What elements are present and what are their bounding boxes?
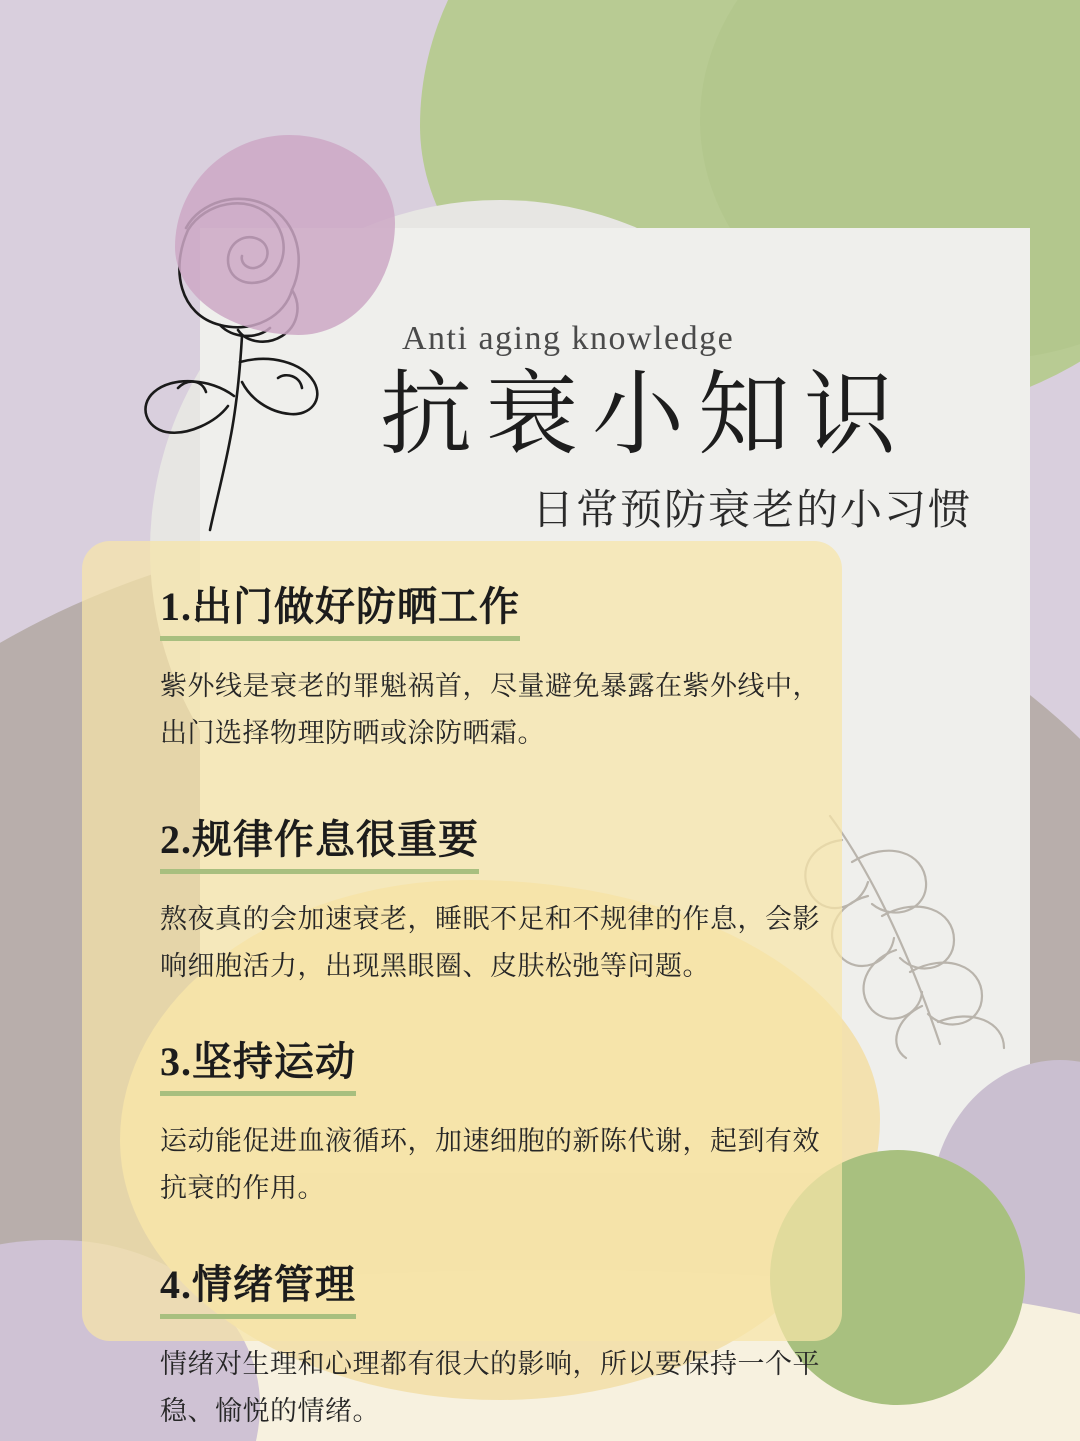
tip-title-1: 1.出门做好防晒工作: [160, 575, 520, 641]
list-item: [160, 1030, 820, 1213]
tip-title-2: 2.规律作息很重要: [160, 808, 479, 874]
list-item: [160, 798, 820, 991]
list-item: [160, 1253, 820, 1436]
poster-header: [380, 320, 1040, 537]
tip-body-2: 熬夜真的会加速衰老，睡眠不足和不规律的作息，会影响细胞活力，出现黑眼圈、皮肤松弛等问题。: [160, 903, 820, 981]
tip-body-3: 运动能促进血液循环，加速细胞的新陈代谢，起到有效抗衰的作用。: [160, 1126, 820, 1204]
tip-body-4: 情绪对生理和心理都有很大的影响，所以要保持一个平稳、愉悦的情绪。: [160, 1348, 820, 1426]
tips-list: [160, 575, 820, 1441]
eyebrow-text: Anti aging knowledge: [402, 320, 735, 357]
page-title: 抗衰小知识: [380, 364, 911, 466]
tip-title-3: 3.坚持运动: [160, 1030, 356, 1096]
tip-title-4: 4.情绪管理: [160, 1253, 356, 1319]
page-subtitle: 日常预防衰老的小习惯: [532, 488, 973, 535]
rose-icon: [70, 110, 370, 540]
list-item: [160, 575, 820, 758]
tip-body-1: 紫外线是衰老的罪魁祸首，尽量避免暴露在紫外线中，出门选择物理防晒或涂防晒霜。: [160, 671, 820, 749]
